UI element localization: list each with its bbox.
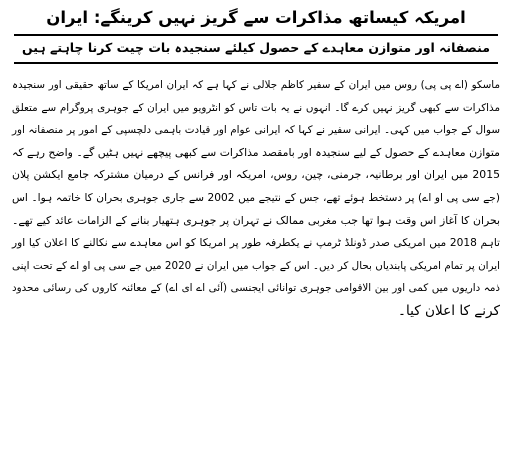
body-line: بحران کا آغاز اس وقت ہوا تھا جب مغربی ممالک نے تہران پر جوہری ہتھیار بنانے کے الزامات عائد کیے تھے۔ [12, 213, 500, 227]
body-line: تاہم 2018 میں امریکی صدر ڈونلڈ ٹرمپ نے یکطرفہ طور پر امریکا کو اس معاہدے سے نکالنے کا اعلان کیا اور [12, 237, 500, 250]
body-line: مذاکرات سے کبھی گریز نہیں کرے گا۔ انہوں نے یہ بات تاس کو انٹرویو میں ایران کے جوہری پروگرام سے متعلق [12, 101, 500, 114]
subheadline-container [12, 34, 500, 64]
article-body [12, 74, 500, 323]
body-line: ذمہ داریوں میں کمی اور بین الاقوامی جوہری توانائی ایجنسی (آئی اے ای اے) کے معائنہ کاروں کی رسائی محدود [12, 282, 500, 295]
headline: امریکہ کیساتھ مذاکرات سے گریز نہیں کرینگے: ایران [46, 8, 466, 27]
subheadline: منصفانہ اور متوازن معاہدے کے حصول کیلئے سنجیدہ بات چیت کرنا چاہتے ہیں [14, 34, 498, 64]
body-line: (جے سی پی او اے) پر دستخط ہوئے تھے، جس کے نتیجے میں 2002 سے جاری جوہری بحران کا خاتمہ ہوا۔ اس [12, 191, 500, 204]
body-line: 2015 میں ایران اور برطانیہ، جرمنی، چین، روس، امریکہ اور فرانس کے درمیان مشترکہ جامع ایکشن پلان [12, 168, 500, 182]
body-line: ایران پر تمام امریکی پابندیاں بحال کر دیں۔ اس کے جواب میں ایران نے 2020 میں جے سی پی او اے کے تحت اپنی [12, 259, 500, 272]
body-line: متوازن معاہدے کے حصول کے لیے سنجیدہ اور بامقصد مذاکرات سے کبھی پیچھے نہیں ہٹیں گے۔ واضح رہے کہ [12, 145, 500, 159]
body-line: کرنے کا اعلان کیا۔ [398, 302, 500, 319]
body-line: ماسکو (اے پی پی) روس میں ایران کے سفیر کاظم جلالی نے کہا ہے کہ ایران امریکا کے ساتھ حقیقی اور سنجیدہ [12, 79, 500, 91]
body-line: سوال کے جواب میں کہی۔ ایرانی سفیر نے کہا کہ ایرانی عوام اور قیادت باہمی دلچسپی کے امور پر منصفانہ اور [12, 124, 500, 137]
